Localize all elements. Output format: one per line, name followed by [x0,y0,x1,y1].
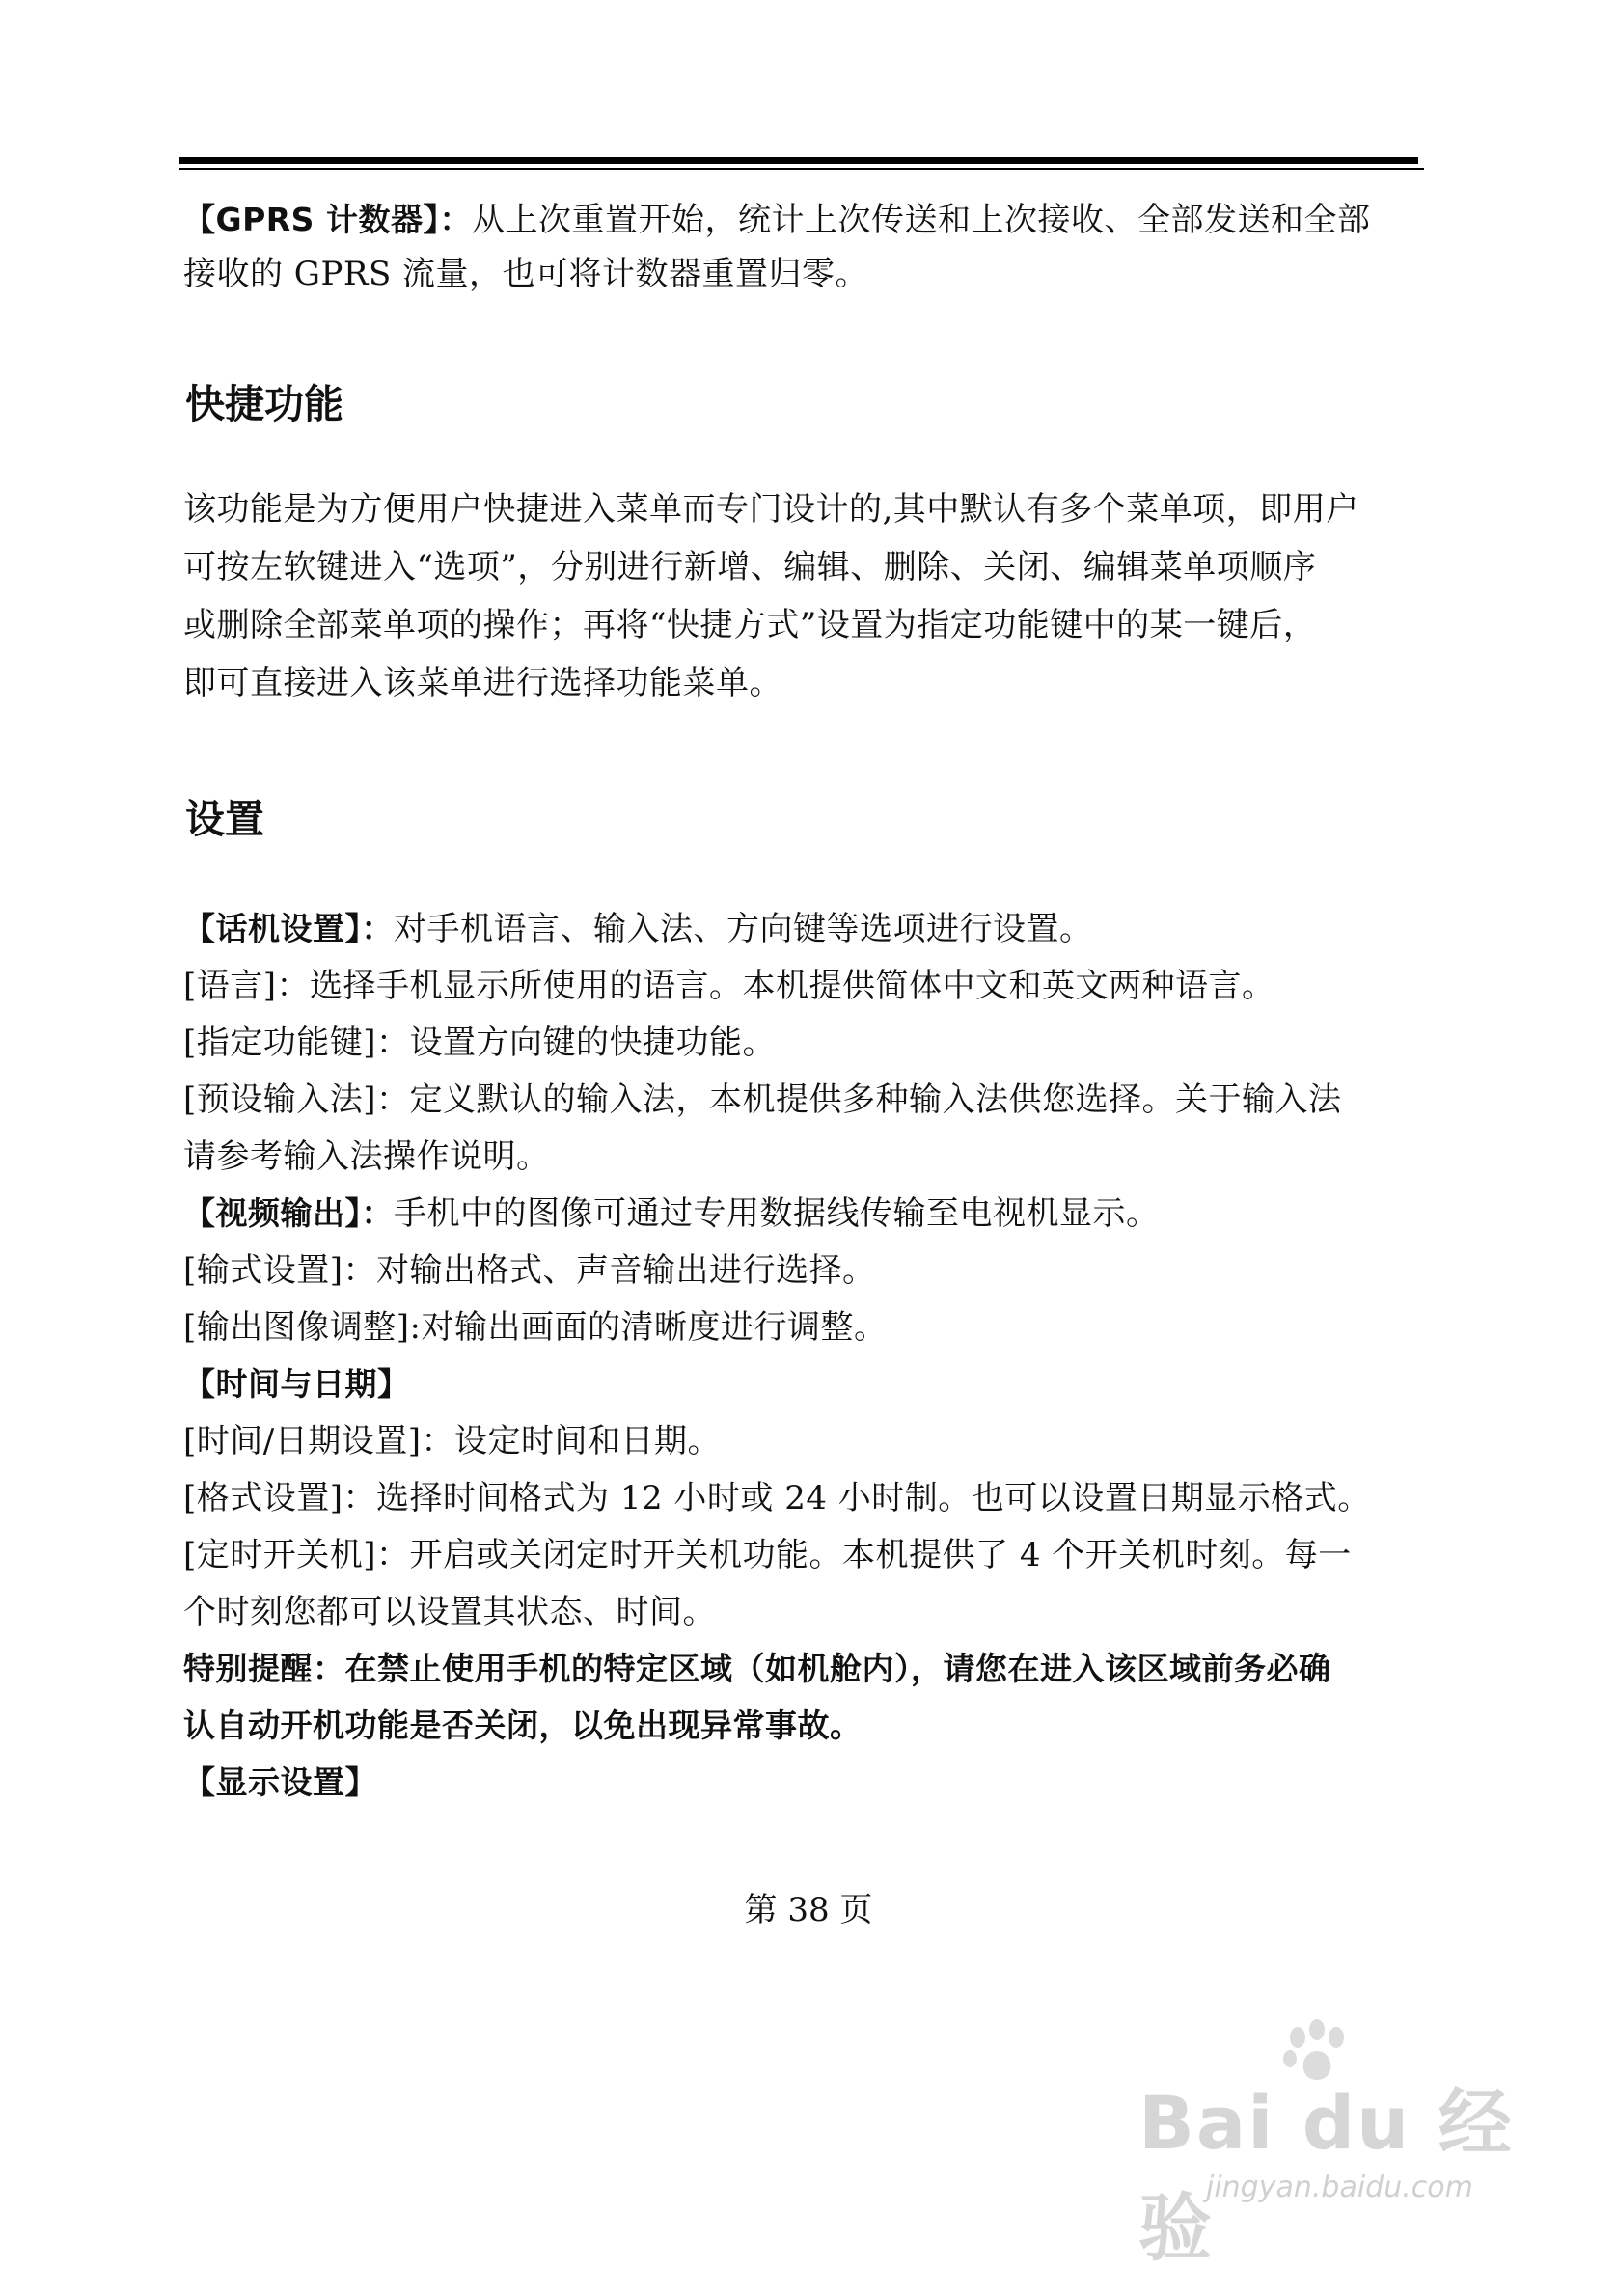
header-rule-thin [179,168,1424,170]
header-rule-thick [179,157,1418,164]
gprs-label: 【GPRS 计数器】： [183,201,472,238]
watermark-url: jingyan.baidu.com [1206,2171,1473,2204]
video-output-label: 【视频输出】： [183,1194,394,1232]
shortcut-heading: 快捷功能 [185,381,343,427]
settings-heading: 设置 [185,796,264,842]
page-number: 第 38 页 [744,1891,873,1929]
video-output-line [183,1187,1438,1241]
language-line: [语言]：选择手机显示所使用的语言。本机提供简体中文和英文两种语言。 [183,967,1275,1005]
timer-line-1: [定时开关机]：开启或关闭定时开关机功能。本机提供了 4 个开关机时刻。每一 [183,1536,1352,1574]
image-adjust-line: [输出图像调整]:对输出画面的清晰度进行调整。 [183,1308,888,1347]
function-key-line: [指定功能键]：设置方向键的快捷功能。 [183,1024,777,1062]
warning-line-2: 认自动开机功能是否关闭，以免出现异常事故。 [183,1707,863,1744]
gprs-line-1 [183,193,1438,247]
gprs-text-1: 从上次重置开始，统计上次传送和上次接收、全部发送和全部 [471,201,1371,239]
gprs-line-2: 接收的 GPRS 流量，也可将计数器重置归零。 [183,255,869,293]
output-format-line: [输式设置]：对输出格式、声音输出进行选择。 [183,1251,876,1290]
time-date-set-line: [时间/日期设置]：设定时间和日期。 [183,1422,721,1461]
shortcut-line-1: 该功能是为方便用户快捷进入菜单而专门设计的,其中默认有多个菜单项，即用户 [183,490,1359,529]
video-output-text: 手机中的图像可通过专用数据线传输至电视机显示。 [394,1194,1160,1233]
display-settings-label: 【显示设置】 [183,1763,377,1801]
warning-line-1: 特别提醒：在禁止使用手机的特定区域（如机舱内），请您在进入该区域前务必确 [183,1650,1331,1687]
time-date-label: 【时间与日期】 [183,1365,410,1403]
input-method-line-2: 请参考输入法操作说明。 [183,1137,550,1176]
time-format-line: [格式设置]：选择时间格式为 12 小时或 24 小时制。也可以设置日期显示格式。 [183,1479,1371,1517]
watermark-logo: Bai du 经验 [1138,2080,1514,2271]
phone-settings-text: 对手机语言、输入法、方向键等选项进行设置。 [394,910,1093,948]
timer-line-2: 个时刻您都可以设置其状态、时间。 [183,1593,716,1631]
shortcut-line-4: 即可直接进入该菜单进行选择功能菜单。 [183,664,782,702]
phone-settings-line [183,902,1438,956]
shortcut-line-2: 可按左软键进入“选项”，分别进行新增、编辑、删除、关闭、编辑菜单项顺序 [183,548,1317,587]
baidu-watermark [1138,2045,1544,2271]
input-method-line-1: [预设输入法]：定义默认的输入法，本机提供多种输入法供您选择。关于输入法 [183,1080,1342,1119]
shortcut-line-3: 或删除全部菜单项的操作；再将“快捷方式”设置为指定功能键中的某一键后， [183,606,1317,644]
phone-settings-label: 【话机设置】： [183,910,394,947]
